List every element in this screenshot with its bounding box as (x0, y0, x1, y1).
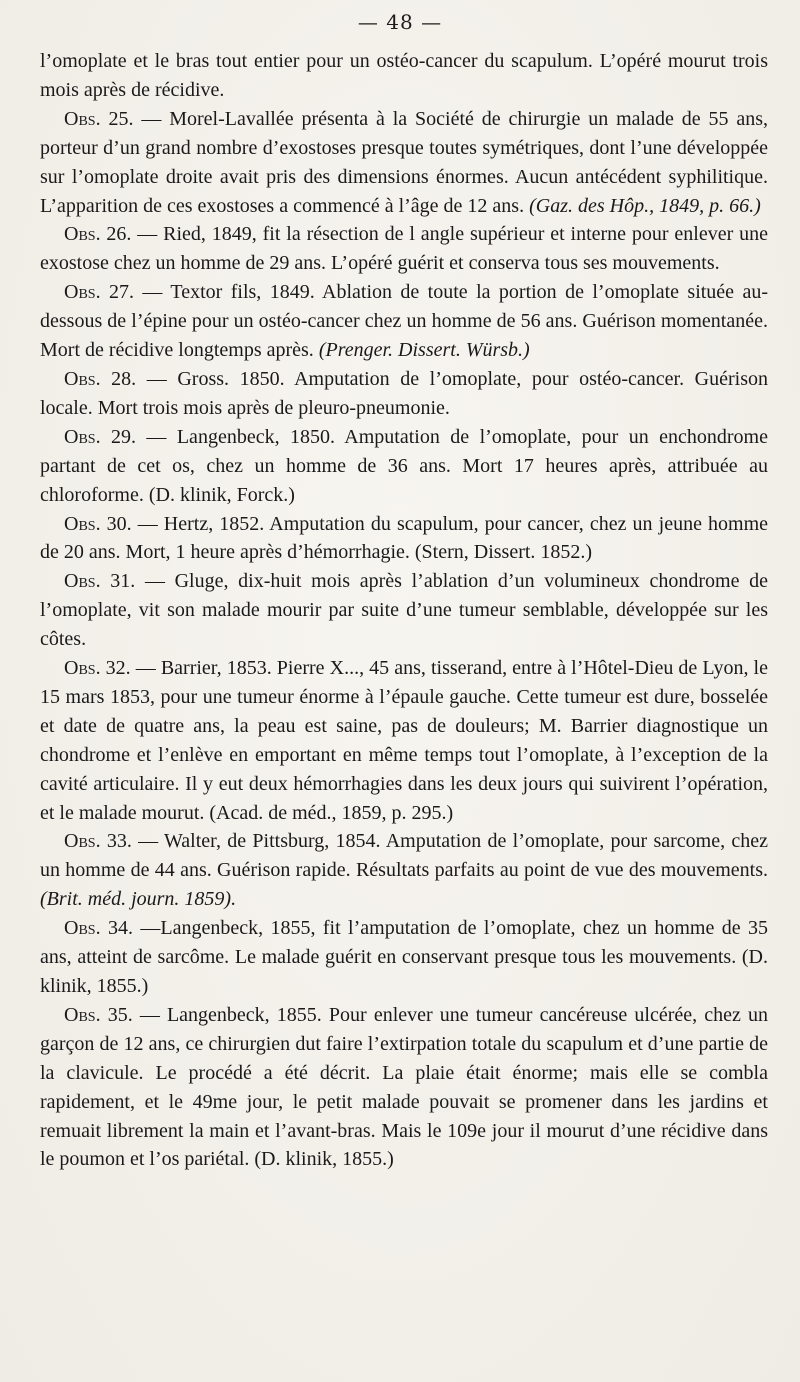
reference: (Gaz. des Hôp., 1849, p. 66.) (529, 194, 761, 217)
paragraph-obs-32 (40, 654, 768, 827)
body-text (40, 47, 768, 1174)
paragraph-text: — Gross. 1850. Amputation de l’omoplate, pour ostéo-cancer. Guérison locale. Mort trois mois après de pleuro-pneumonie. (40, 367, 768, 419)
paragraph-obs-28 (40, 365, 768, 423)
paragraph-obs-31 (40, 567, 768, 654)
paragraph-obs-25 (40, 105, 768, 221)
paragraph-obs-30 (40, 510, 768, 568)
paragraph-obs-35 (40, 1001, 768, 1174)
paragraph-obs-26 (40, 220, 768, 278)
obs-label: Obs. 35. (64, 1003, 133, 1026)
paragraph-obs-33 (40, 827, 768, 914)
obs-label: Obs. 25. (64, 107, 134, 130)
paragraph-text: — Hertz, 1852. Amputation du scapulum, pour cancer, chez un jeune homme de 20 ans. Mort, 1 heure après d’hémorrhagie. (Stern, Dissert. 1852.) (40, 512, 769, 564)
paragraph-text: — Langenbeck, 1855. Pour enlever une tumeur cancéreuse ulcérée, chez un garçon de 12 ans, ce chirurgien dut faire l’extirpation totale du scapulum et d’une partie de la clavicule. Le procédé a été décrit. La plaie était énorme; mais elle se combla rapidement, et le 49me jour, le petit malade pouvait se promener dans les jardins et remuait librement la main et l’avant-bras. Mais le 109e jour il mourut d’une récidive dans le poumon et l’os pariétal. (D. klinik, 1855.) (40, 1003, 768, 1171)
page-number: — 48 — (357, 10, 443, 34)
obs-label: Obs. 29. (64, 425, 136, 448)
reference: (Prenger. Dissert. Würsb.) (318, 339, 530, 362)
paragraph-text: —Langenbeck, 1855, fit l’amputation de l’omoplate, chez un homme de 35 ans, atteint de sarcôme. Le malade guérit en conservant presque tous les mouvements. (D. klinik, 1855.) (40, 917, 769, 997)
paragraph-text: — Langenbeck, 1850. Amputation de l’omoplate, pour un enchondrome partant de cet os, chez un homme de 36 ans. Mort 17 heures après, attribuée au chloroforme. (D. klinik, Forck.) (40, 425, 768, 506)
paragraph-text: — Textor fils, 1849. Ablation de toute la portion de l’omoplate située au-dessous de l’épine pour un ostéo-cancer chez un homme de 56 ans. Guérison momentanée. Mort de récidive longtemps après. (40, 281, 769, 362)
paragraph-text: — Morel-Lavallée présenta à la Société de chirurgie un malade de 55 ans, porteur d’un grand nombre d’exostoses presque toutes symétriques, dont l’une développée sur l’omoplate droite avait pris des dimensions énormes. Aucun antécédent syphilitique. L’apparition de ces exostoses a commencé à l’âge de 12 ans. (40, 107, 768, 217)
paragraph-text: — Ried, 1849, fit la résection de l angle supérieur et interne pour enlever une exostose chez un homme de 29 ans. L’opéré guérit et conserva tous ses mouvements. (40, 223, 768, 275)
reference: (Brit. méd. journ. 1859). (40, 888, 237, 911)
obs-label: Obs. 27. (64, 281, 134, 304)
obs-label: Obs. 26. (64, 223, 132, 246)
paragraph-text: — Gluge, dix-huit mois après l’ablation d’un volumineux chondrome de l’omoplate, vit son malade mourir par suite d’une tumeur semblable, développée sur les côtes. (40, 570, 769, 651)
paragraph-obs-34 (40, 914, 768, 1001)
obs-label: Obs. 34. (64, 917, 133, 940)
obs-label: Obs. 30. (64, 512, 132, 535)
paragraph-obs-27 (40, 278, 768, 365)
obs-label: Obs. 32. (64, 657, 131, 680)
paragraph-text: — Walter, de Pittsburg, 1854. Amputation de l’omoplate, pour sarcome, chez un homme de 44 ans. Guérison rapide. Résultats parfaits au point de vue des mouvements. (40, 830, 769, 882)
paragraph-obs-29 (40, 423, 768, 510)
obs-label: Obs. 28. (64, 367, 137, 390)
paragraph-text: l’omoplate et le bras tout entier pour un ostéo-cancer du scapulum. L’opéré mourut trois mois après de récidive. (40, 50, 768, 101)
obs-label: Obs. 31. (64, 570, 136, 593)
obs-label: Obs. 33. (64, 830, 132, 853)
paragraph-continuation (40, 47, 768, 105)
paragraph-text: — Barrier, 1853. Pierre X..., 45 ans, tisserand, entre à l’Hôtel-Dieu de Lyon, le 15 mars 1853, pour une tumeur énorme à l’épaule gauche. Cette tumeur est dure, bosselée et date de quatre ans, la peau est saine, pas de douleurs; M. Barrier diagnostique un chondrome et l’enlève en emportant en même temps tout l’omoplate, à l’exception de la cavité articulaire. Il y eut deux hémorrhagies dans les deux jours qui suivirent l’opération, et le malade mourut. (Acad. de méd., 1859, p. 295.) (40, 657, 768, 824)
